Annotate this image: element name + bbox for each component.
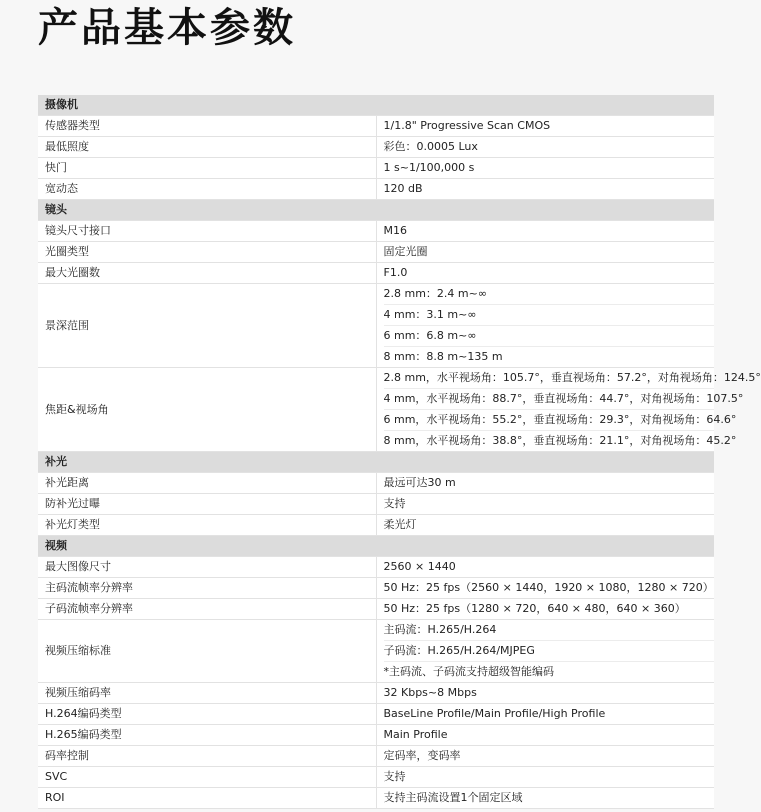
spec-row [38, 746, 714, 767]
spec-value: 最远可达30 m [376, 473, 714, 494]
spec-value: 支持主码流设置1个固定区域 [376, 788, 714, 809]
section-header [38, 95, 714, 116]
spec-row [38, 599, 714, 620]
spec-row [38, 494, 714, 515]
spec-key: 补光灯类型 [38, 515, 376, 536]
spec-key: 传感器类型 [38, 116, 376, 137]
spec-value-line: 8 mm，水平视场角：38.8°，垂直视场角：21.1°，对角视场角：45.2° [383, 434, 737, 447]
spec-row [38, 368, 714, 452]
spec-row [38, 242, 714, 263]
spec-key: ROI [38, 788, 376, 809]
spec-value: 1/1.8" Progressive Scan CMOS [376, 116, 714, 137]
spec-value: 柔光灯 [376, 515, 714, 536]
spec-value-line: 6 mm，水平视场角：55.2°，垂直视场角：29.3°，对角视场角：64.6° [384, 410, 715, 431]
spec-key: 最大光圈数 [38, 263, 376, 284]
spec-key: 光圈类型 [38, 242, 376, 263]
spec-value: 固定光圈 [376, 242, 714, 263]
spec-key: 宽动态 [38, 179, 376, 200]
spec-value: Main Profile [376, 725, 714, 746]
spec-row [38, 179, 714, 200]
spec-key: 防补光过曝 [38, 494, 376, 515]
spec-row [38, 683, 714, 704]
spec-key: 快门 [38, 158, 376, 179]
section-header [38, 200, 714, 221]
section-title: 补光 [38, 452, 714, 473]
spec-value: 120 dB [376, 179, 714, 200]
spec-value: 32 Kbps~8 Mbps [376, 683, 714, 704]
spec-value-line: 2.8 mm，水平视场角：105.7°，垂直视场角：57.2°，对角视场角：124.5° [384, 368, 715, 389]
spec-row [38, 116, 714, 137]
spec-value: 50 Hz：25 fps（2560 × 1440，1920 × 1080，1280 × 720） [376, 578, 714, 599]
spec-value-line: 2.8 mm：2.4 m~∞ [384, 284, 715, 305]
spec-table [38, 95, 761, 809]
spec-value-line: 子码流：H.265/H.264/MJPEG [384, 641, 715, 662]
spec-value: BaseLine Profile/Main Profile/High Profile [376, 704, 714, 725]
spec-value [376, 620, 714, 683]
spec-table-body [38, 95, 761, 809]
spec-row [38, 620, 714, 683]
spec-key: 子码流帧率分辨率 [38, 599, 376, 620]
spec-key: H.264编码类型 [38, 704, 376, 725]
spec-value: 彩色：0.0005 Lux [376, 137, 714, 158]
spec-value: 2560 × 1440 [376, 557, 714, 578]
spec-value-line: *主码流、子码流支持超级智能编码 [383, 665, 554, 678]
spec-key: H.265编码类型 [38, 725, 376, 746]
spec-key: SVC [38, 767, 376, 788]
spec-value-line: 6 mm：6.8 m~∞ [384, 326, 715, 347]
spec-row [38, 263, 714, 284]
spec-value: 1 s~1/100,000 s [376, 158, 714, 179]
spec-value-line: 8 mm：8.8 m~135 m [383, 350, 503, 363]
spec-row [38, 788, 714, 809]
spec-key: 镜头尺寸接口 [38, 221, 376, 242]
spec-row [38, 473, 714, 494]
spec-row [38, 557, 714, 578]
spec-value [376, 284, 714, 368]
spec-row [38, 137, 714, 158]
spec-row [38, 725, 714, 746]
spec-key: 最低照度 [38, 137, 376, 158]
section-header [38, 536, 714, 557]
spec-value: 定码率，变码率 [376, 746, 714, 767]
spec-value-line: 主码流：H.265/H.264 [384, 620, 715, 641]
section-title: 镜头 [38, 200, 714, 221]
spec-row [38, 578, 714, 599]
spec-row [38, 704, 714, 725]
spec-row [38, 284, 714, 368]
spec-value-line: 4 mm，水平视场角：88.7°，垂直视场角：44.7°，对角视场角：107.5° [384, 389, 715, 410]
spec-value [376, 368, 761, 452]
spec-key: 最大图像尺寸 [38, 557, 376, 578]
spec-key: 视频压缩标准 [38, 620, 376, 683]
spec-row [38, 158, 714, 179]
page-title: 产品基本参数 [38, 5, 296, 51]
spec-key: 补光距离 [38, 473, 376, 494]
spec-value: 支持 [376, 767, 714, 788]
spec-key: 视频压缩码率 [38, 683, 376, 704]
spec-row [38, 221, 714, 242]
section-header [38, 452, 714, 473]
spec-row [38, 767, 714, 788]
spec-value: 50 Hz：25 fps（1280 × 720，640 × 480，640 × 360） [376, 599, 714, 620]
spec-key: 码率控制 [38, 746, 376, 767]
spec-value: M16 [376, 221, 714, 242]
spec-row [38, 515, 714, 536]
section-title: 视频 [38, 536, 714, 557]
section-title: 摄像机 [38, 95, 714, 116]
spec-key: 景深范围 [38, 284, 376, 368]
spec-value-line: 4 mm：3.1 m~∞ [384, 305, 715, 326]
spec-value: F1.0 [376, 263, 714, 284]
spec-value: 支持 [376, 494, 714, 515]
spec-key: 主码流帧率分辨率 [38, 578, 376, 599]
spec-key: 焦距&视场角 [38, 368, 376, 452]
